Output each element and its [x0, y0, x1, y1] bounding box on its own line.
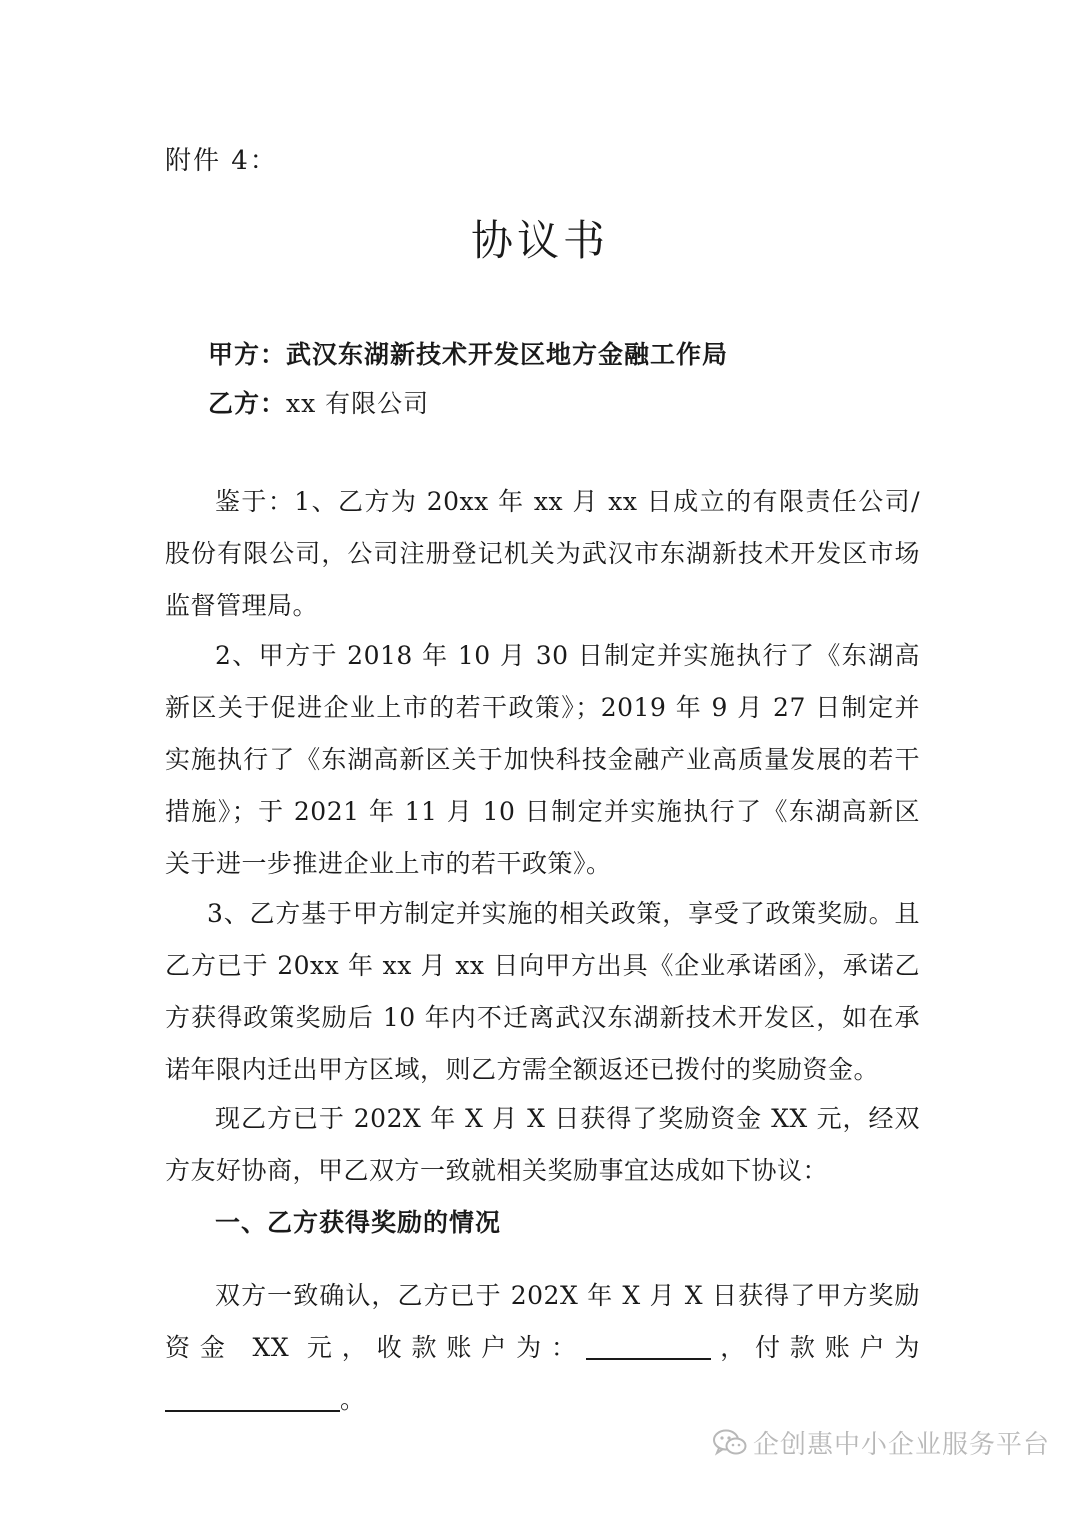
- watermark-text: 企创惠中小企业服务平台: [752, 1430, 1050, 1460]
- party-b-name: xx 有限公司: [286, 389, 430, 418]
- party-a-name: 武汉东湖新技术开发区地方金融工作局: [286, 340, 729, 369]
- party-b-line: [208, 384, 429, 420]
- section-1-heading: 一、乙方获得奖励的情况: [215, 1208, 502, 1237]
- receiving-account-blank[interactable]: [586, 1332, 711, 1360]
- watermark: [713, 1424, 1050, 1461]
- paragraph-recital-1: 鉴于：1、乙方为 20xx 年 xx 月 xx 日成立的有限责任公司/股份有限公司，公司注册登记机关为武汉市东湖新技术开发区市场监督管理局。: [165, 487, 920, 620]
- wechat-icon: [713, 1429, 747, 1457]
- paragraph-agreement-intro: 现乙方已于 202X 年 X 月 X 日获得了奖励资金 XX 元，经双方友好协商，甲乙双方一致就相关奖励事宜达成如下协议：: [165, 1104, 920, 1185]
- party-a-line: [208, 335, 728, 371]
- paragraph-section-1: [165, 1270, 920, 1426]
- paragraph-section-1-text-b: ，付款账户为: [710, 1333, 920, 1362]
- document-title: 协议书: [470, 216, 609, 265]
- paragraph-recital-3: 3、乙方基于甲方制定并实施的相关政策，享受了政策奖励。且乙方已于 20xx 年 xx 月 xx 日向甲方出具《企业承诺函》，承诺乙方获得政策奖励后 10 年内不迁离武汉东湖新技术开发区，如在承诺年限内迁出甲方区域，则乙方需全额返还已拨付的奖励资金。: [165, 899, 920, 1084]
- attachment-label: 附件 4：: [165, 146, 278, 176]
- paragraph-recital-2: 2、甲方于 2018 年 10 月 30 日制定并实施执行了《东湖高新区关于促进企业上市的若干政策》；2019 年 9 月 27 日制定并实施执行了《东湖高新区关于加快科技金融产业高质量发展的若干措施》；于 2021 年 11 月 10 日制定并实施执行了《东湖高新区关于进一步推进企业上市的若干政策》。: [165, 641, 920, 878]
- party-b-label: 乙方：: [208, 389, 287, 418]
- party-a-label: 甲方：: [208, 340, 287, 369]
- paying-account-blank[interactable]: [165, 1384, 340, 1412]
- paragraph-section-1-end: 。: [340, 1385, 366, 1414]
- paragraph-section-1-text-a: 双方一致确认，乙方已于 202X 年 X 月 X 日获得了甲方奖励资金 XX 元，收款账户为：: [165, 1281, 920, 1362]
